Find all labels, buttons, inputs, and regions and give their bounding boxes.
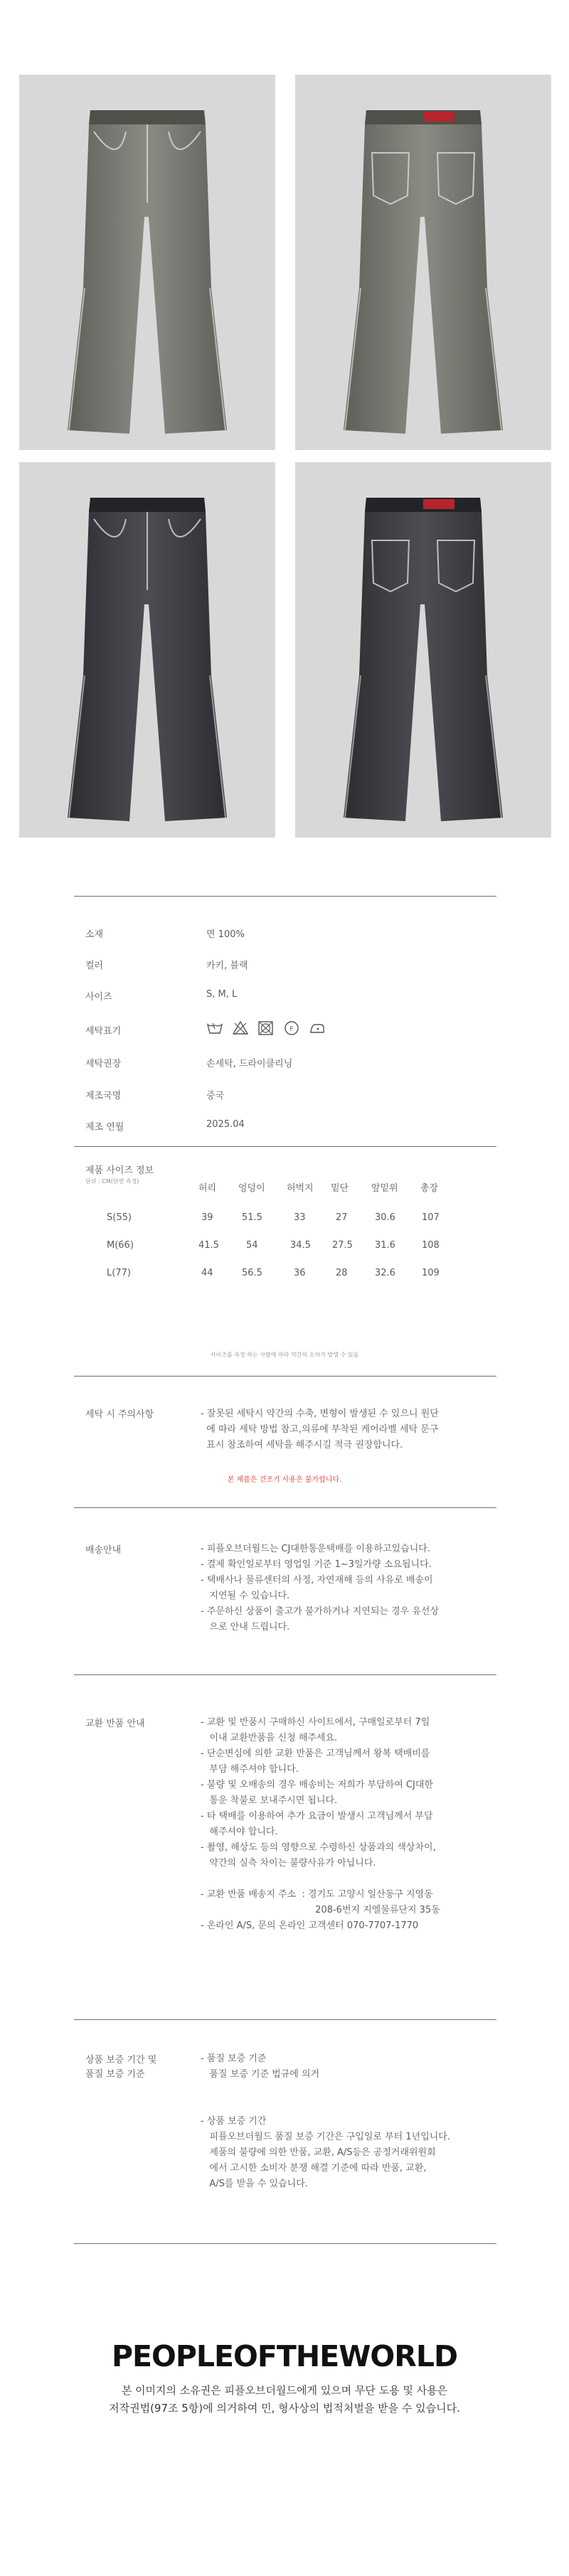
size-header-thigh: 허벅지 bbox=[287, 1183, 314, 1194]
size-cell: 36 bbox=[294, 1268, 306, 1278]
divider bbox=[74, 896, 496, 897]
divider bbox=[74, 1674, 496, 1675]
size-cell: 41.5 bbox=[198, 1240, 219, 1251]
photo-black-front bbox=[19, 462, 275, 838]
spec-label-date: 제조 연월 bbox=[85, 1122, 124, 1133]
size-cell: 33 bbox=[294, 1212, 306, 1223]
spec-label-country: 제조국명 bbox=[85, 1091, 122, 1101]
size-cell: 27.5 bbox=[332, 1240, 353, 1251]
washing-body: - 잘못된 세탁시 약간의 수축, 변형이 발생된 수 있으니 원단 에 따라 세탁 방법 참고,의류에 부착된 케어라벨 세탁 문구 표시 참조하여 세탁을 해주시길 적극 권장합니다. bbox=[201, 1409, 439, 1450]
no-tumble-dry-icon bbox=[257, 1020, 275, 1039]
size-cell: 54 bbox=[246, 1240, 258, 1251]
size-cell: 39 bbox=[201, 1212, 213, 1223]
divider bbox=[74, 1146, 496, 1147]
spec-label-washing: 세탁권장 bbox=[85, 1059, 122, 1069]
size-header-length: 총장 bbox=[420, 1183, 439, 1194]
size-header-hip: 엉덩이 bbox=[238, 1183, 265, 1194]
size-cell: 34.5 bbox=[290, 1240, 311, 1251]
photo-khaki-front bbox=[19, 75, 275, 450]
size-row-label: S(55) bbox=[107, 1212, 132, 1223]
size-row-label: L(77) bbox=[107, 1268, 131, 1278]
spec-label-care: 세탁표기 bbox=[85, 1026, 122, 1037]
iron-low-icon bbox=[309, 1020, 326, 1039]
washing-warning: 본 제품은 건조기 사용은 불가합니다. bbox=[227, 1476, 342, 1484]
size-cell: 56.5 bbox=[242, 1268, 262, 1278]
exchange-body: - 교환 및 반품시 구매하신 사이트에서, 구매일로부터 7일 이내 교환반품을 신청 해주세요. - 단순변심에 의한 교환 반품은 고객님께서 왕복 택배비를 부담 해주셔야 합니다. - 불량 및 오배송의 경우 배송비는 저희가 부담하여 CJ대한 통운 착불로 보내주시면 됩니다. - 타 택배를 이용하여 추가 요금이 발생시 고객님께서 부담 해주셔야 합니다. - 촬영, 해상도 등의 영향으로 수령하신 상품과의 색상차이, 약간의 실측 차이는 불량사유가 아닙니다. - 교환 반품 배송지 주소 : 경기도 고양시 일산동구 지영동 208-6번지 지엘물류단지 35동 - 온라인 A/S, 문의 온라인 고객센터 070-7707-1770 bbox=[201, 1717, 440, 1931]
exchange-label: 교환 반품 안내 bbox=[85, 1719, 145, 1729]
spec-value-washing: 손세탁, 드라이클리닝 bbox=[206, 1059, 293, 1069]
size-cell: 44 bbox=[201, 1268, 213, 1278]
spec-label-color: 컬러 bbox=[85, 961, 104, 971]
shipping-body: - 피플오브더월드는 CJ대한통운택배를 이용하고있습니다. - 결제 확인일로부터 영업일 기준 1~3일가량 소요됩니다. - 택배사나 물류센터의 사정, 자연재해 등의 사유로 배송이 지연될 수 있습니다. - 주문하신 상품이 출고가 불가하거나 지연되는 경우 유선상 으로 안내 드립니다. bbox=[201, 1544, 440, 1632]
divider bbox=[74, 2019, 496, 2020]
size-cell: 27 bbox=[336, 1212, 348, 1223]
size-header-rise: 앞밑위 bbox=[371, 1183, 398, 1194]
size-cell: 31.6 bbox=[375, 1240, 395, 1251]
warranty-body: - 품질 보증 기준 품질 보증 기준 법규에 의거 - 상품 보증 기간 피플오브더월드 품질 보증 기간은 구입일로 부터 1년입니다. 제품의 불량에 의한 반품, 교환, A/S등은 공정거래위원회 에서 고시한 소비자 분쟁 해결 기준에 따라 반품, 교환, A/S를 받을 수 있습니다. bbox=[201, 2053, 450, 2189]
divider bbox=[74, 2243, 496, 2244]
photo-black-back bbox=[295, 462, 551, 838]
size-table-title: 제품 사이즈 정보 bbox=[85, 1165, 154, 1176]
divider bbox=[74, 1507, 496, 1508]
size-cell: 32.6 bbox=[375, 1268, 395, 1278]
size-table-unit: 단위 : CM(단면 측정) bbox=[85, 1178, 139, 1185]
photo-khaki-back bbox=[295, 75, 551, 450]
divider bbox=[74, 1376, 496, 1377]
spec-value-size: S, M, L bbox=[206, 989, 238, 1000]
spec-label-material: 소재 bbox=[85, 929, 104, 940]
size-table-note: 사이즈를 측정 하는 사람에 따라 약간의 오차가 발생 수 있음 bbox=[210, 1352, 359, 1358]
washing-label: 세탁 시 주의사항 bbox=[85, 1409, 154, 1420]
size-cell: 30.6 bbox=[375, 1212, 395, 1223]
dry-clean-icon bbox=[283, 1020, 300, 1039]
brand-logo: PEOPLEOFTHEWORLD bbox=[111, 2339, 458, 2373]
spec-value-color: 카키, 블랙 bbox=[206, 961, 248, 971]
size-cell: 107 bbox=[422, 1212, 440, 1223]
copyright-notice: 본 이미지의 소유권은 피플오브더월드에게 있으며 무단 도용 및 사용은 저작권법(97조 5항)에 의거하여 민, 형사상의 법적처벌을 받을 수 있습니다. bbox=[109, 2384, 460, 2415]
care-icons bbox=[206, 1020, 331, 1037]
size-cell: 51.5 bbox=[242, 1212, 262, 1223]
size-cell: 109 bbox=[422, 1268, 440, 1278]
spec-value-date: 2025.04 bbox=[206, 1119, 245, 1130]
no-bleach-icon bbox=[232, 1020, 249, 1039]
shipping-label: 배송안내 bbox=[85, 1545, 122, 1556]
spec-value-country: 중국 bbox=[206, 1091, 225, 1101]
size-row-label: M(66) bbox=[107, 1240, 134, 1251]
size-cell: 28 bbox=[336, 1268, 348, 1278]
spec-value-material: 면 100% bbox=[206, 929, 245, 940]
size-header-waist: 허리 bbox=[198, 1183, 217, 1194]
warranty-label: 상품 보증 기간 및 품질 보증 기준 bbox=[85, 2055, 157, 2080]
svg-text:F: F bbox=[289, 1026, 294, 1033]
spec-label-size: 사이즈 bbox=[85, 992, 112, 1003]
hand-wash-icon bbox=[206, 1020, 223, 1039]
size-header-hem: 밑단 bbox=[331, 1183, 349, 1194]
size-cell: 108 bbox=[422, 1240, 440, 1251]
